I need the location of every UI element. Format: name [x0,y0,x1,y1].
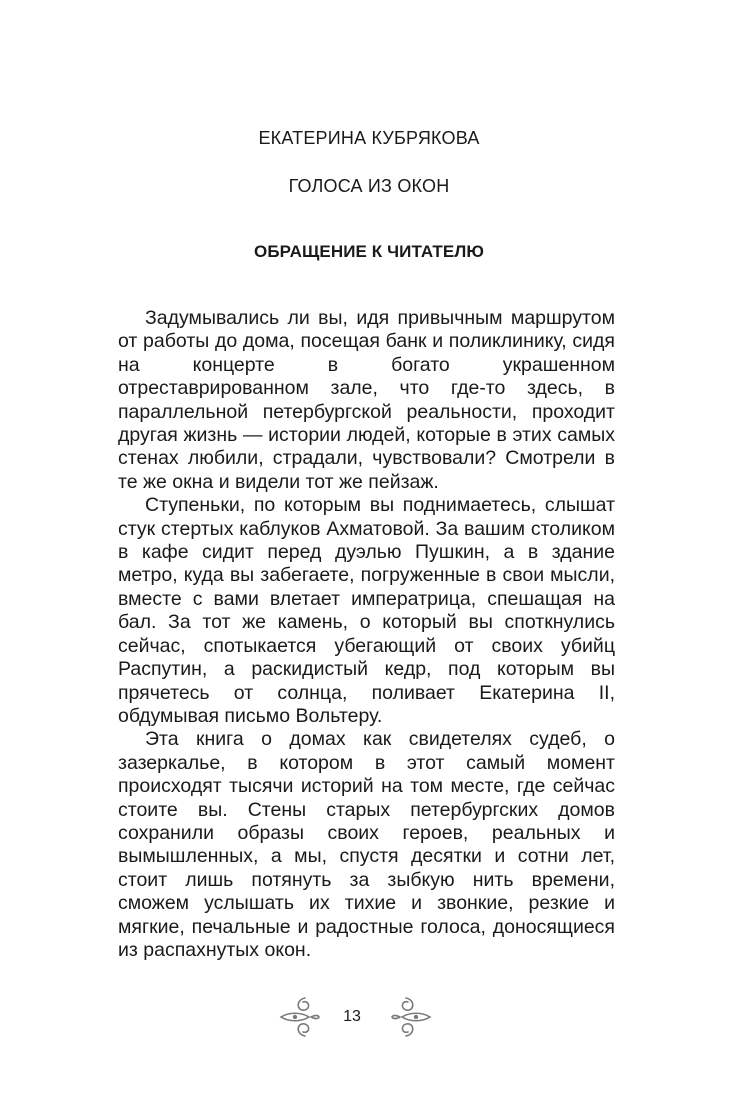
section-title: ОБРАЩЕНИЕ К ЧИТАТЕЛЮ [254,242,484,261]
author-name: ЕКАТЕРИНА КУБРЯКОВА [258,128,480,148]
paragraph-1: Задумывались ли вы, идя привычным маршрутом от работы до дома, посещая банк и поликлинику, сидя на концерте в богато украшенном отреставрированном зале, что где-то здесь, в параллельной петербургской реальности, проходит другая жизнь — истории людей, которые в этих самых стенах любили, страдали, чувствовали? Смотрели в те же окна и видели тот же пейзаж. [118,307,615,493]
paragraph-2: Ступеньки, по которым вы поднимаетесь, слышат стук стертых каблуков Ахматовой. За вашим столиком в кафе сидит перед дуэлью Пушкин, а в здание метро, куда вы забегаете, погруженные в свои мысли, вместе с вами влетает императрица, спешащая на бал. За тот же камень, о который вы споткнулись сейчас, спотыкается убегающий от своих убийц Распутин, а раскидистый кедр, под которым вы прячетесь от солнца, поливает Екатерина II, обдумывая письмо Вольтеру. [118,494,615,727]
page-footer [0,994,738,1044]
body-text [118,307,615,962]
book-title: ГОЛОСА ИЗ ОКОН [288,176,450,196]
right-ornament-icon [390,994,436,1040]
left-ornament-icon [275,994,321,1040]
paragraph-3: Эта книга о домах как свидетелях судеб, о зазеркалье, в котором в этот самый момент происходят тысячи историй на том месте, где сейчас стоите вы. Стены старых петербургских домов сохранили образы своих героев, реальных и вымышленных, а мы, спустя десятки и сотни лет, стоит лишь потянуть за зыбкую нить времени, сможем услышать их тихие и звонкие, резкие и мягкие, печальные и радостные голоса, доносящиеся из распахнутых окон. [118,728,615,961]
page-number: 13 [343,1008,361,1025]
